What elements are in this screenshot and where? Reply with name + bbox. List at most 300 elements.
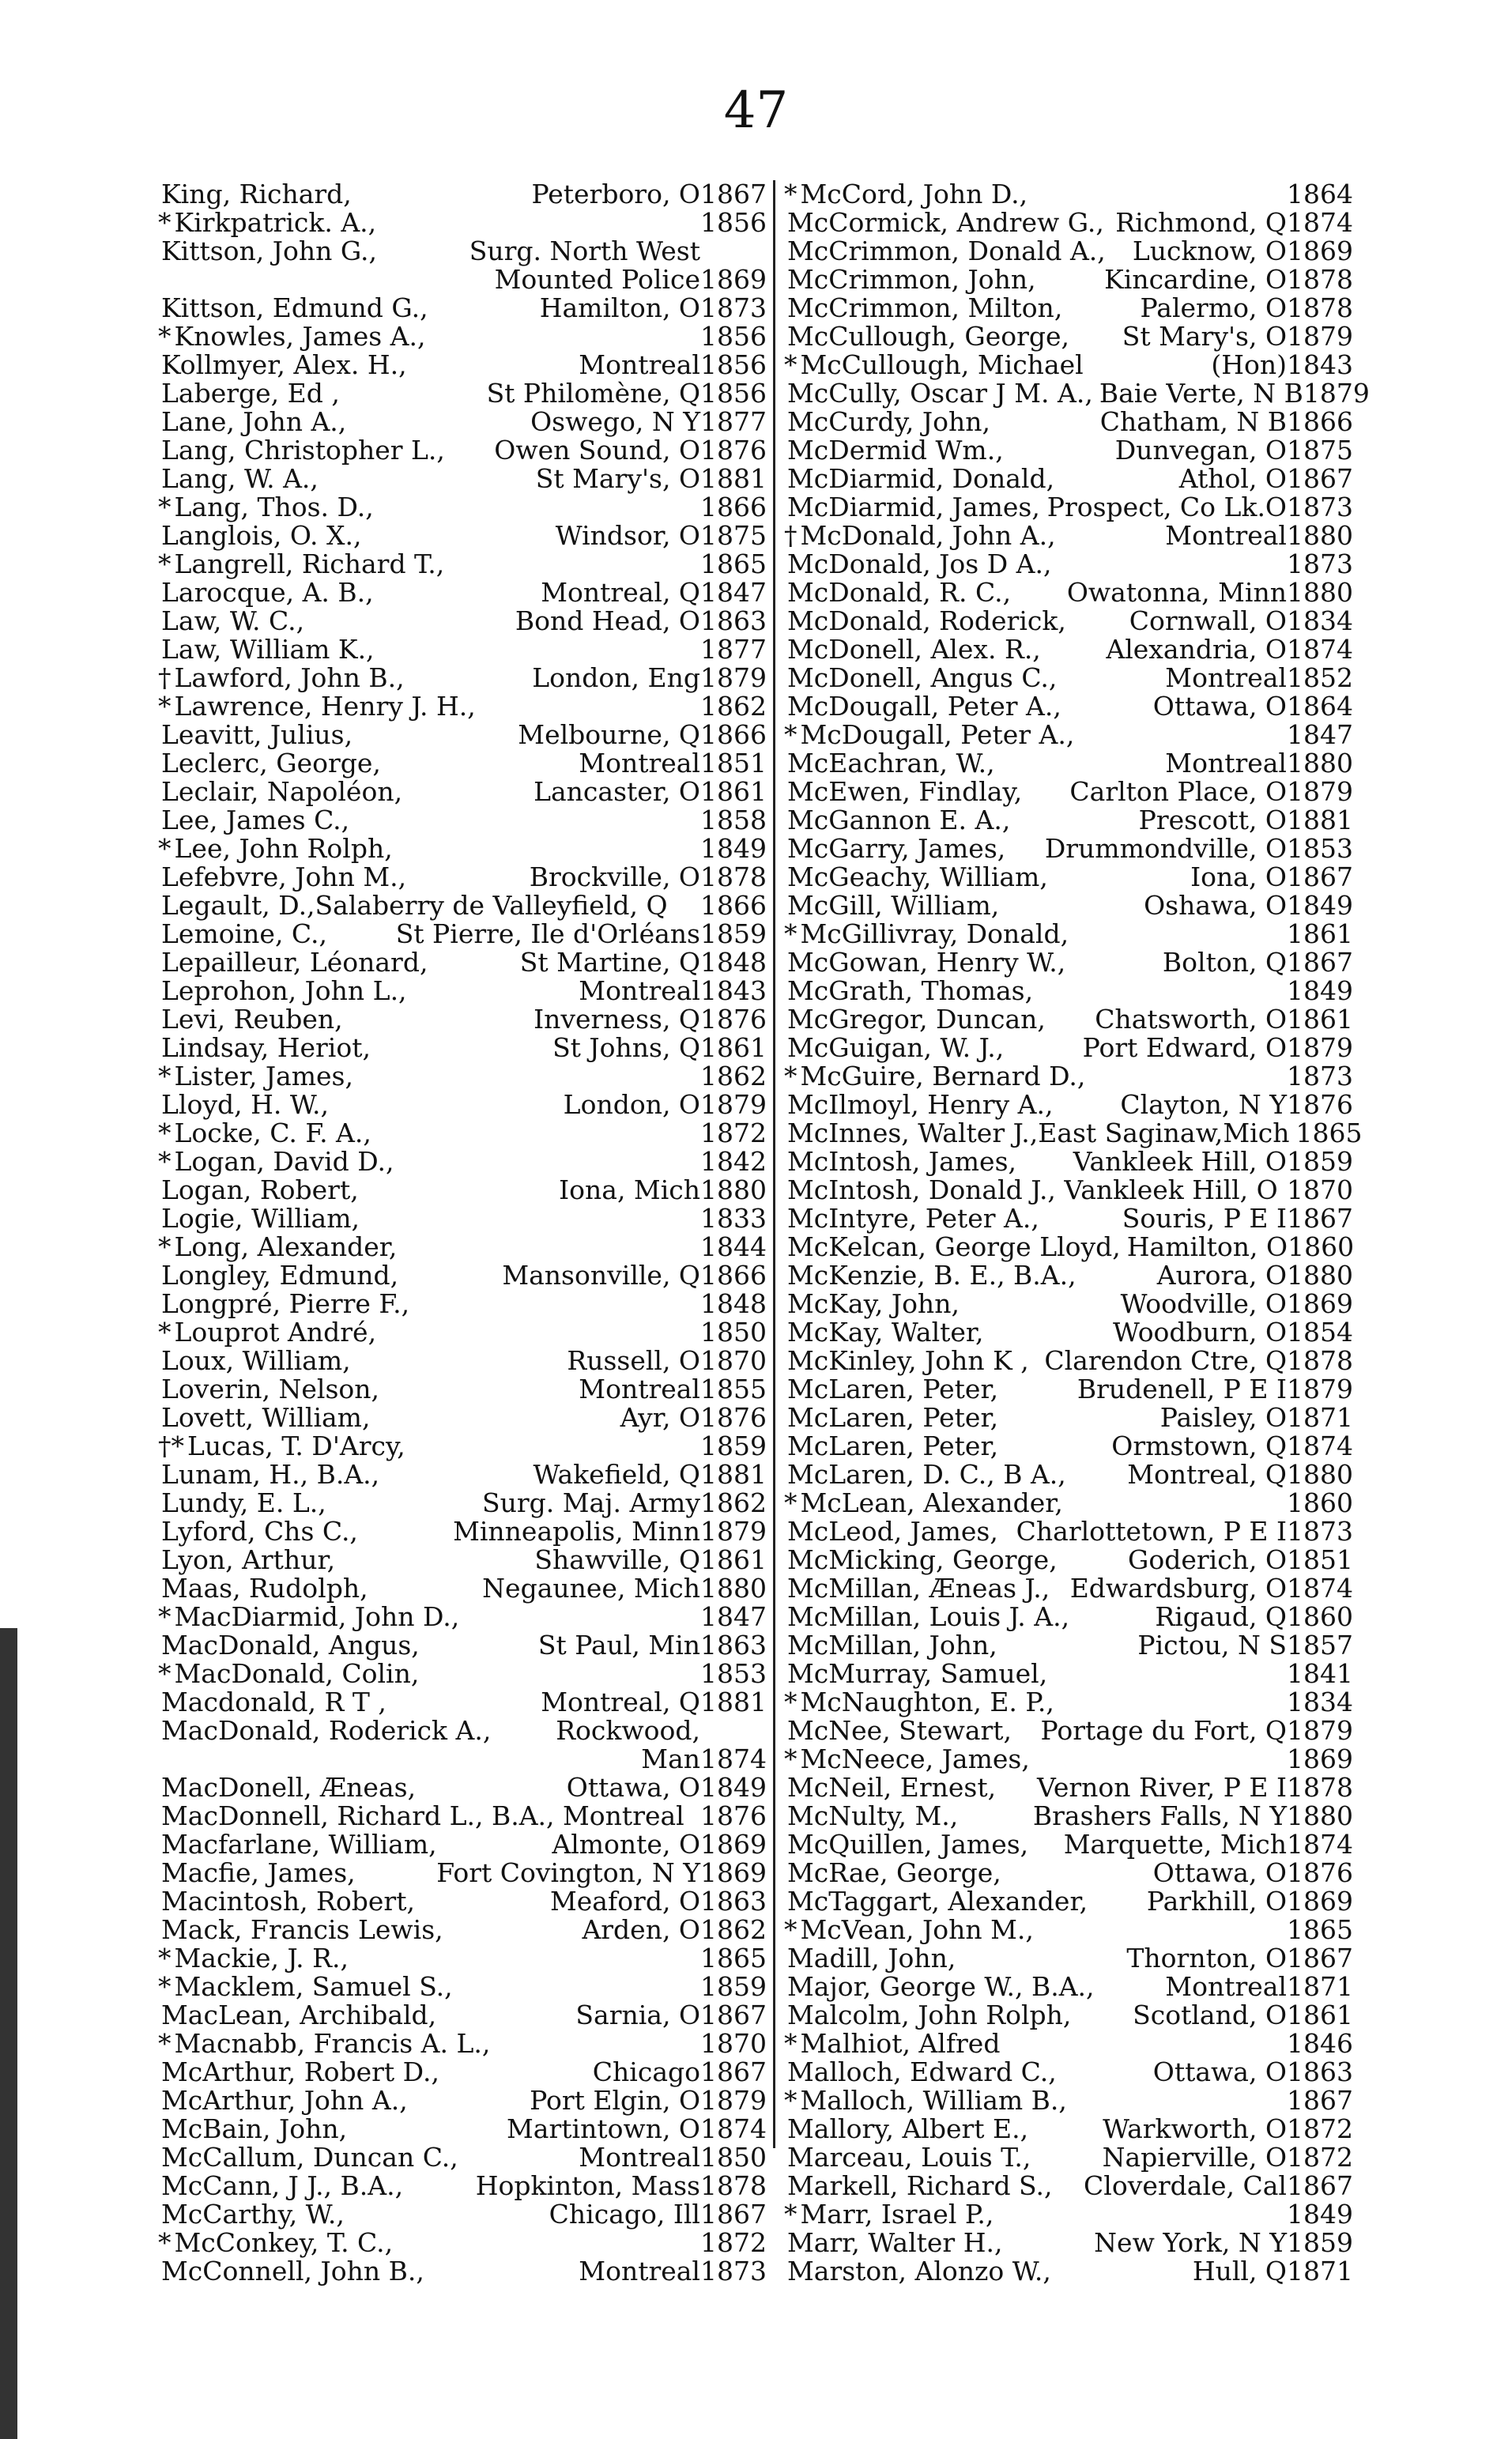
entry-year: 1866 <box>700 890 767 921</box>
register-entry <box>784 2200 1353 2229</box>
entry-year: 1863 <box>700 1630 767 1661</box>
entry-mark: * <box>158 321 172 352</box>
entry-place: Surg. Maj. Army <box>482 1487 700 1518</box>
entry-name: McDonell, Angus C., <box>787 662 1058 693</box>
entry-place: Montreal <box>1165 520 1287 551</box>
entry-year: 1874 <box>1287 1573 1353 1604</box>
entry-year: 1878 <box>1287 264 1353 295</box>
entry-year: 1866 <box>700 719 767 750</box>
register-entry <box>158 1660 767 1688</box>
register-entry <box>158 2229 767 2257</box>
register-entry <box>784 2229 1353 2257</box>
entry-year: 1843 <box>700 975 767 1006</box>
register-entry <box>784 378 1370 409</box>
register-entry <box>784 977 1353 1005</box>
register-entry <box>784 1347 1353 1375</box>
entry-year: 1860 <box>1287 1601 1353 1632</box>
entry-year: 1879 <box>1287 321 1353 352</box>
entry-place: Montreal, Q <box>541 1687 700 1717</box>
entry-year: 1879 <box>700 662 767 693</box>
entry-place: Negaunee, Mich <box>482 1573 700 1604</box>
page-number: 47 <box>723 81 789 140</box>
entry-name: Malloch, William B., <box>800 2085 1067 2116</box>
register-entry <box>784 806 1353 835</box>
entry-place: Montreal <box>579 2142 700 2173</box>
entry-place: Owen Sound, O <box>494 435 700 466</box>
entry-name: Macintosh, Robert, <box>161 1886 415 1917</box>
register-entry <box>784 550 1353 579</box>
entry-year: 1843 <box>1287 349 1353 380</box>
entry-year: 1862 <box>700 1487 767 1518</box>
register-entry <box>784 579 1353 607</box>
entry-name: Lang, Thos. D., <box>174 492 374 522</box>
register-entry <box>784 863 1353 892</box>
entry-year: 1850 <box>700 2142 767 2173</box>
register-entry <box>784 408 1353 436</box>
entry-mark: * <box>784 2199 797 2230</box>
register-entry <box>158 1489 767 1517</box>
entry-year: 1856 <box>700 378 767 409</box>
register-entry <box>158 1005 767 1034</box>
register-entry <box>784 1034 1353 1062</box>
entry-place: Montreal <box>579 1374 700 1404</box>
register-entry <box>784 1062 1353 1091</box>
register-entry <box>784 1546 1353 1574</box>
register-entry <box>784 1887 1353 1916</box>
entry-name: Logie, William, <box>161 1203 360 1234</box>
register-entry <box>158 977 767 1005</box>
entry-year: 1873 <box>700 2256 767 2286</box>
entry-mark: * <box>158 1601 172 1632</box>
entry-name: Malhiot, Alfred <box>800 2028 1001 2059</box>
register-entry <box>784 2058 1353 2087</box>
entry-name: McEwen, Findlay, <box>787 776 1023 807</box>
entry-place: Warkworth, O <box>1103 2113 1287 2144</box>
register-entry <box>158 1034 767 1062</box>
entry-year: 1865 <box>700 548 767 579</box>
register-entry <box>158 1546 767 1574</box>
entry-name: Loux, William, <box>161 1345 351 1376</box>
entry-name: Kittson, Edmund G., <box>161 292 428 323</box>
entry-name: McDonald, Jos D A., <box>787 548 1052 579</box>
entry-year: 1856 <box>700 349 767 380</box>
entry-year: 1880 <box>1287 1800 1353 1831</box>
entry-year: 1859 <box>1287 1146 1353 1177</box>
entry-year: 1879 <box>700 2085 767 2116</box>
register-entry <box>784 1005 1353 1034</box>
entry-year: 1861 <box>700 1032 767 1063</box>
entry-name: McTaggart, Alexander, <box>787 1886 1088 1917</box>
entry-year: 1861 <box>700 1544 767 1575</box>
entry-year: 1850 <box>700 1317 767 1348</box>
register-entry <box>158 493 767 522</box>
register-entry <box>158 1574 767 1603</box>
entry-place: Cornwall, O <box>1129 605 1287 636</box>
entry-year: 1867 <box>700 179 767 209</box>
entry-name: Mallory, Albert E., <box>787 2113 1029 2144</box>
entry-name: McNulty, M., <box>787 1800 959 1831</box>
entry-name: Markell, Richard S., <box>787 2170 1053 2201</box>
entry-place: Woodville, O <box>1120 1288 1287 1319</box>
entry-mark: * <box>784 349 797 380</box>
entry-year: 1873 <box>1287 1061 1353 1091</box>
entry-year: 1857 <box>1287 1630 1353 1661</box>
entry-place: Montreal <box>1165 748 1287 778</box>
entry-year: 1859 <box>700 918 767 949</box>
entry-year: 1873 <box>1287 548 1353 579</box>
entry-year: 1852 <box>1287 662 1353 693</box>
entry-name: Long, Alexander, <box>174 1231 398 1262</box>
register-entry <box>158 2030 767 2058</box>
entry-name: McKelcan, George Lloyd, <box>787 1231 1121 1262</box>
entry-place: Montreal <box>579 2256 700 2286</box>
entry-place: New York, N Y <box>1094 2227 1287 2258</box>
entry-year: 1879 <box>1303 378 1370 409</box>
entry-place: Kincardine, O <box>1104 264 1287 295</box>
entry-place: Ottawa, O <box>566 1772 700 1803</box>
entry-year: 1880 <box>1287 520 1353 551</box>
register-entry <box>158 1916 767 1944</box>
entry-year: 1861 <box>1287 2000 1353 2030</box>
register-entry <box>158 465 767 493</box>
entry-year: 1869 <box>700 1829 767 1860</box>
entry-name: Lepailleur, Léonard, <box>161 947 428 978</box>
entry-name: McMurray, Samuel, <box>787 1658 1048 1689</box>
entry-name: McMillan, Louis J. A., <box>787 1601 1070 1632</box>
entry-name: McDonald, John A., <box>800 520 1056 551</box>
entry-year: 1881 <box>1287 805 1353 835</box>
entry-name: King, Richard, <box>161 179 352 209</box>
entry-year: 1880 <box>1287 748 1353 778</box>
register-entry <box>784 2115 1353 2143</box>
register-entry <box>784 1802 1353 1830</box>
register-entry <box>784 1944 1353 1973</box>
entry-year: 1880 <box>1287 1260 1353 1291</box>
register-entry <box>784 778 1353 806</box>
entry-place: Carlton Place, O <box>1069 776 1287 807</box>
entry-year: 1874 <box>700 1743 767 1774</box>
entry-year: 1849 <box>700 1772 767 1803</box>
register-entry <box>158 1318 767 1347</box>
entry-name: McCrimmon, John, <box>787 264 1036 295</box>
entry-name: Marr, Walter H., <box>787 2227 1003 2258</box>
entry-year: 1880 <box>1287 1459 1353 1490</box>
register-entry <box>158 1830 767 1859</box>
entry-year: 1880 <box>700 1174 767 1205</box>
entry-year: 1862 <box>700 691 767 722</box>
entry-place: Lancaster, O <box>534 776 700 807</box>
entry-place: Minneapolis, Minn <box>453 1516 700 1547</box>
register-entry <box>784 294 1353 322</box>
entry-mark: * <box>784 2028 797 2059</box>
register-entry <box>158 1176 767 1204</box>
entry-name: McCully, Oscar J M. A., <box>787 378 1093 409</box>
entry-year: 1878 <box>1287 1345 1353 1376</box>
entry-place: Ottawa, O <box>1152 2056 1287 2087</box>
entry-name: Law, William K., <box>161 634 375 665</box>
entry-name: McArthur, Robert D., <box>161 2056 439 2087</box>
entry-year: 1846 <box>1287 2028 1353 2059</box>
register-entry <box>158 2172 767 2200</box>
register-entry <box>784 1176 1353 1204</box>
entry-year: 1867 <box>700 2056 767 2087</box>
entry-place: Lucknow, O <box>1132 236 1287 266</box>
entry-name: Larocque, A. B., <box>161 577 374 608</box>
entry-year: 1881 <box>700 1687 767 1717</box>
entry-year: 1869 <box>1287 1743 1353 1774</box>
entry-mark: * <box>158 207 172 238</box>
entry-year: 1864 <box>1287 691 1353 722</box>
entry-year: 1847 <box>1287 719 1353 750</box>
entry-name: MacDonell, Æneas, <box>161 1772 417 1803</box>
entry-year: 1864 <box>1287 179 1353 209</box>
entry-place: Palermo, O <box>1140 292 1287 323</box>
entry-name: Lyon, Arthur, <box>161 1544 336 1575</box>
entry-name: Macdonald, R T , <box>161 1687 386 1717</box>
entry-name: McConnell, John B., <box>161 2256 424 2286</box>
entry-name: Malloch, Edward C., <box>787 2056 1057 2087</box>
register-entry <box>158 1603 767 1631</box>
register-entry <box>158 1261 767 1290</box>
entry-name: Macfarlane, William, <box>161 1829 437 1860</box>
entry-name: McCullough, Michael <box>800 349 1084 380</box>
entry-mark: * <box>158 1118 172 1148</box>
entry-name: McGuigan, W. J., <box>787 1032 1005 1063</box>
register-entry <box>158 778 767 806</box>
register-entry <box>158 1375 767 1404</box>
register-entry <box>158 579 767 607</box>
entry-name: McLaren, Peter, <box>787 1402 999 1433</box>
entry-place: Edwardsburg, O <box>1069 1573 1287 1604</box>
entry-mark: * <box>158 1971 172 2002</box>
entry-name: McIntosh, James, <box>787 1146 1017 1177</box>
entry-place: Inverness, Q <box>534 1004 700 1035</box>
entry-mark: * <box>158 492 172 522</box>
entry-place: Napierville, O <box>1102 2142 1287 2173</box>
entry-place: Montreal <box>579 349 700 380</box>
entry-place: Prescott, O <box>1138 805 1287 835</box>
entry-name: Madill, John, <box>787 1943 956 1973</box>
entry-year: 1856 <box>700 207 767 238</box>
entry-name: Macklem, Samuel S., <box>174 1971 453 2002</box>
entry-name: McCullough, George, <box>787 321 1070 352</box>
entry-place: Martintown, O <box>507 2113 700 2144</box>
entry-year: 1867 <box>700 2000 767 2030</box>
entry-place: Charlottetown, P E I <box>1016 1516 1287 1547</box>
entry-year: 1881 <box>700 463 767 494</box>
entry-place: Parkhill, O <box>1146 1886 1287 1917</box>
entry-name: McDonald, R. C., <box>787 577 1012 608</box>
entry-name: Logan, Robert, <box>161 1174 359 1205</box>
register-entry <box>158 892 767 920</box>
entry-name: McIlmoyl, Henry A., <box>787 1089 1054 1120</box>
entry-mark: * <box>784 179 797 209</box>
entry-name: Mack, Francis Lewis, <box>161 1914 443 1945</box>
entry-name: Lawford, John B., <box>174 662 405 693</box>
entry-year: 1875 <box>700 520 767 551</box>
entry-year: 1854 <box>1287 1317 1353 1348</box>
entry-place: Athol, O <box>1178 463 1287 494</box>
entry-place: Clarendon Ctre, Q <box>1044 1345 1287 1376</box>
entry-place: Richmond, Q <box>1115 207 1287 238</box>
entry-mark: * <box>158 1231 172 1262</box>
entry-name: McLaren, Peter, <box>787 1374 999 1404</box>
register-entry <box>158 2058 767 2087</box>
entry-name: McKenzie, B. E., B.A., <box>787 1260 1076 1291</box>
entry-place: Dunvegan, O <box>1114 435 1287 466</box>
entry-mark: * <box>158 691 172 722</box>
entry-name: McCrimmon, Donald A., <box>787 236 1106 266</box>
register-entry <box>158 1148 767 1176</box>
entry-place: Ayr, O <box>620 1402 700 1433</box>
register-entry <box>784 322 1353 351</box>
entry-place: Melbourne, Q <box>518 719 700 750</box>
entry-place: Wakefield, Q <box>533 1459 700 1490</box>
entry-name: McGannon E. A., <box>787 805 1011 835</box>
entry-place: Bond Head, O <box>515 605 700 636</box>
entry-year: 1880 <box>1287 577 1353 608</box>
entry-place: Goderich, O <box>1128 1544 1287 1575</box>
register-entry <box>158 2257 767 2286</box>
entry-place: Peterboro, O <box>531 179 700 209</box>
entry-year: 1878 <box>700 861 767 892</box>
entry-year: 1878 <box>1287 292 1353 323</box>
register-entry <box>784 522 1353 550</box>
entry-mark: † <box>158 662 172 693</box>
entry-year: 1851 <box>700 748 767 778</box>
entry-year: 1878 <box>700 2170 767 2201</box>
register-entry <box>784 635 1353 664</box>
entry-place: London, Eng <box>532 662 700 693</box>
entry-year: 1862 <box>700 1061 767 1091</box>
entry-place: Marquette, Mich <box>1063 1829 1287 1860</box>
entry-name: Kollmyer, Alex. H., <box>161 349 407 380</box>
entry-name: McDougall, Peter A., <box>800 719 1075 750</box>
entry-year: 1863 <box>1287 2056 1353 2087</box>
entry-year: 1865 <box>1287 1914 1353 1945</box>
entry-name: McMillan, John, <box>787 1630 997 1661</box>
entry-mark: †* <box>158 1431 184 1461</box>
entry-name: Leclair, Napoléon, <box>161 776 403 807</box>
entry-name: McGarry, James, <box>787 833 1006 864</box>
entry-year: 1847 <box>700 577 767 608</box>
entry-place: Prospect, Co Lk.O <box>1046 492 1287 522</box>
entry-year: 1874 <box>1287 634 1353 665</box>
entry-name: McCallum, Duncan C., <box>161 2142 458 2173</box>
entry-place: Windsor, O <box>555 520 700 551</box>
entry-place: Owatonna, Minn <box>1066 577 1287 608</box>
register-entry <box>158 607 767 635</box>
entry-name: Leavitt, Julius, <box>161 719 353 750</box>
entry-year: 1860 <box>1288 1231 1355 1262</box>
entry-name: Maas, Rudolph, <box>161 1573 368 1604</box>
entry-year: 1859 <box>1287 2227 1353 2258</box>
entry-name: McGrath, Thomas, <box>787 975 1034 1006</box>
entry-year: 1876 <box>1287 1857 1353 1888</box>
entry-place: Port Elgin, O <box>530 2085 700 2116</box>
register-entry <box>784 1318 1353 1347</box>
entry-name: McCurdy, John, <box>787 406 991 437</box>
register-entry <box>158 2087 767 2115</box>
entry-place: Woodburn, O <box>1113 1317 1287 1348</box>
register-entry <box>784 237 1353 266</box>
entry-year: 1870 <box>1287 1174 1353 1205</box>
register-entry <box>158 209 767 237</box>
register-entry <box>158 351 767 379</box>
register-entry <box>158 1631 767 1660</box>
entry-name: McKay, Walter, <box>787 1317 984 1348</box>
entry-name: McDougall, Peter A., <box>787 691 1061 722</box>
entry-year: 1869 <box>700 1857 767 1888</box>
entry-name: McCarthy, W., <box>161 2199 345 2230</box>
register-entry <box>158 1204 767 1233</box>
register-entry <box>158 1233 767 1261</box>
entry-name: Langlois, O. X., <box>161 520 362 551</box>
entry-place: Mounted Police <box>494 264 700 295</box>
entry-year: 1872 <box>1287 2113 1353 2144</box>
register-entry <box>784 607 1353 635</box>
register-entry <box>158 436 767 465</box>
register-entry <box>158 1717 767 1745</box>
entry-name: MacDonald, Colin, <box>174 1658 420 1689</box>
register-entry <box>784 1973 1353 2001</box>
register-entry <box>784 1717 1353 1745</box>
entry-year: 1863 <box>700 1886 767 1917</box>
entry-name: Legault, D.,Salaberry de Valleyfield, Q <box>161 890 668 921</box>
entry-year: 1874 <box>1287 1829 1353 1860</box>
entry-place: Rigaud, Q <box>1155 1601 1287 1632</box>
entry-place: St Pierre, Ile d'Orléans <box>395 918 700 949</box>
register-entry <box>158 379 767 408</box>
entry-year: 1867 <box>1287 463 1353 494</box>
entry-mark: * <box>158 1061 172 1091</box>
entry-name: Kittson, John G., <box>161 236 378 266</box>
entry-year: 1834 <box>1287 605 1353 636</box>
register-entry <box>784 465 1353 493</box>
entry-place: Paisley, O <box>1159 1402 1287 1433</box>
entry-name: McCord, John D., <box>800 179 1028 209</box>
entry-year: 1865 <box>1295 1118 1363 1148</box>
entry-name: McQuillen, James, <box>787 1829 1029 1860</box>
entry-name: McKinley, John K , <box>787 1345 1029 1376</box>
left-column <box>158 180 767 2286</box>
entry-place: Ottawa, O <box>1152 1857 1287 1888</box>
entry-year: 1863 <box>700 605 767 636</box>
entry-year: 1869 <box>1287 1886 1353 1917</box>
entry-name: McDiarmid, James, <box>787 492 1040 522</box>
entry-place: Alexandria, O <box>1106 634 1287 665</box>
entry-year: 1849 <box>1287 890 1353 921</box>
entry-year: 1853 <box>700 1658 767 1689</box>
entry-place: Clayton, N Y <box>1120 1089 1287 1120</box>
entry-year: 1859 <box>700 1971 767 2002</box>
entry-year: 1872 <box>700 2227 767 2258</box>
entry-place: Shawville, Q <box>534 1544 700 1575</box>
register-entry <box>158 920 767 948</box>
entry-name: Logan, David D., <box>174 1146 394 1177</box>
register-entry <box>158 1062 767 1091</box>
column-divider <box>773 180 775 2148</box>
entry-year: 1844 <box>700 1231 767 1262</box>
register-entry <box>784 892 1353 920</box>
entry-year: 1871 <box>1287 1402 1353 1433</box>
entry-name: Marceau, Louis T., <box>787 2142 1031 2173</box>
entry-place: Oswego, N Y <box>530 406 700 437</box>
entry-place: Russell, O <box>567 1345 700 1376</box>
entry-place: Hopkinton, Mass <box>475 2170 700 2201</box>
entry-mark: * <box>784 1487 797 1518</box>
entry-year: 1873 <box>1287 1516 1353 1547</box>
